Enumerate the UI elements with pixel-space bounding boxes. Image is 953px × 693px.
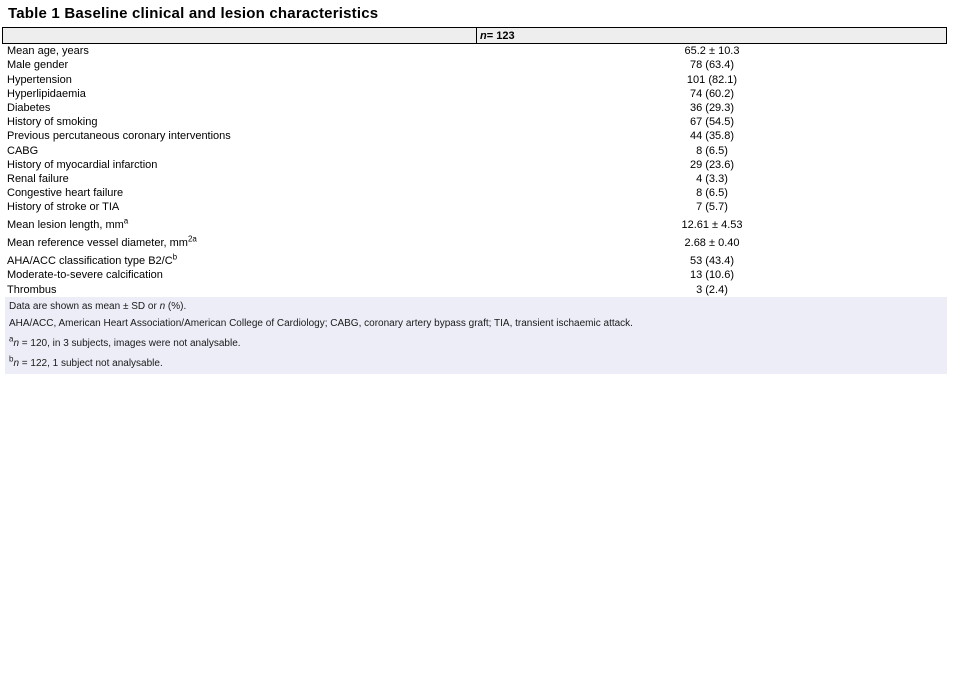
table-row [2, 268, 947, 282]
row-label: Hypertension [7, 73, 72, 86]
table-row [2, 115, 947, 129]
row-label: History of smoking [7, 116, 98, 129]
table-row [2, 214, 947, 232]
row-value: 3 (2.4) [696, 283, 728, 296]
table-row [2, 172, 947, 186]
table-row [2, 72, 947, 86]
table-row [2, 143, 947, 157]
row-label: Congestive heart failure [7, 187, 124, 200]
row-label: Previous percutaneous coronary interventions [7, 130, 231, 143]
table-row [2, 200, 947, 214]
table-row [2, 101, 947, 115]
header-n-cell: n = 123 [480, 29, 515, 42]
row-value: 78 (63.4) [689, 59, 735, 72]
row-value: 7 (5.7) [696, 201, 728, 214]
row-label: History of stroke or TIA [7, 201, 120, 214]
row-value: 13 (10.6) [689, 269, 735, 282]
row-value: 12.61 ± 4.53 [681, 219, 743, 232]
row-label: Hyperlipidaemia [7, 87, 86, 100]
row-label: Mean age, years [7, 45, 89, 58]
table-row [2, 44, 947, 58]
footnote-block [5, 297, 947, 374]
row-value: 4 (3.3) [696, 172, 728, 185]
row-value: 65.2 ± 10.3 [684, 45, 740, 58]
footnote-line: AHA/ACC, American Heart Association/American College of Cardiology; CABG, coronary artery bypass graft; TIA, transient ischaemic attack. [9, 318, 633, 329]
row-value: 8 (6.5) [696, 187, 728, 200]
row-value: 44 (35.8) [689, 130, 735, 143]
table-row [2, 87, 947, 101]
row-value: 8 (6.5) [696, 144, 728, 157]
row-value: 101 (82.1) [686, 73, 738, 86]
table-row [2, 250, 947, 268]
row-label: History of myocardial infarction [7, 158, 158, 171]
row-label: CABG [7, 144, 39, 157]
table-row [2, 282, 947, 296]
table-row [2, 58, 947, 72]
footnote-line: $^a$n = 120, in 3 subjects, images were not analysable. [9, 334, 241, 349]
table-row [2, 158, 947, 172]
row-label: Moderate-to-severe calcification [7, 269, 163, 282]
table-row [2, 129, 947, 143]
header-empty-cell [3, 28, 477, 43]
row-value: 29 (23.6) [689, 158, 735, 171]
row-value: 67 (54.5) [689, 116, 735, 129]
footnote-line: Data are shown as mean ± SD or n (%). [9, 301, 187, 312]
row-label: Thrombus [7, 283, 57, 296]
row-label: Mean reference vessel diameter, $mm^{2a}$ [7, 234, 197, 250]
table-body [2, 44, 947, 297]
row-value: 53 (43.4) [689, 255, 735, 268]
row-label: Mean lesion length, $mm^a$ [7, 216, 129, 232]
table-row [2, 186, 947, 200]
row-label: Male gender [7, 59, 69, 72]
row-label: Renal failure [7, 172, 69, 185]
table-title: Table 1 Baseline clinical and lesion characteristics [8, 5, 379, 22]
row-label: AHA/ACC classification type $B2/C^b$ [7, 252, 178, 268]
table-header-row [2, 27, 947, 44]
table-row [2, 232, 947, 250]
footnote-line: $^b$n = 122, 1 subject not analysable. [9, 354, 163, 369]
row-value: 2.68 ± 0.40 [684, 237, 740, 250]
row-label: Diabetes [7, 101, 51, 114]
row-value: 74 (60.2) [689, 87, 735, 100]
row-value: 36 (29.3) [689, 101, 735, 114]
